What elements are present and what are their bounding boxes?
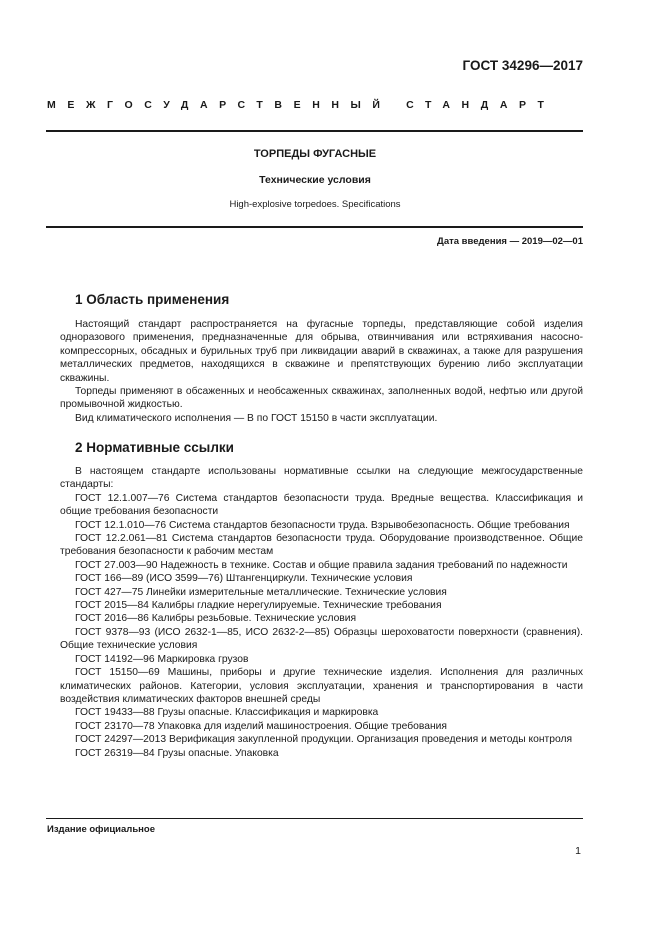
reference-item: ГОСТ 9378—93 (ИСО 2632-1—85, ИСО 2632-2—85) Образцы шероховатости поверхности (сравнения). Общие технические условия bbox=[60, 626, 583, 652]
reference-item: ГОСТ 427—75 Линейки измерительные металлические. Технические условия bbox=[75, 586, 447, 598]
introduction-date: Дата введения — 2019—02—01 bbox=[437, 236, 583, 247]
reference-item: ГОСТ 12.1.010—76 Система стандартов безопасности труда. Взрывобезопасность. Общие требования bbox=[75, 519, 570, 531]
document-subtitle: Технические условия bbox=[259, 174, 371, 186]
document-title-english: High-explosive torpedoes. Specifications bbox=[229, 199, 401, 210]
section-2-paragraph: В настоящем стандарте использованы нормативные ссылки на следующие межгосударственные стандарты: bbox=[60, 466, 583, 491]
interstate-standard-banner: МЕЖГОСУДАРСТВЕННЫЙ СТАНДАРТ bbox=[47, 99, 556, 111]
section-1-body bbox=[60, 318, 583, 425]
gost-code: ГОСТ 34296—2017 bbox=[462, 58, 583, 73]
reference-item: ГОСТ 26319—84 Грузы опасные. Упаковка bbox=[75, 747, 279, 759]
page-number: 1 bbox=[575, 845, 581, 857]
reference-item: ГОСТ 27.003—90 Надежность в технике. Состав и общие правила задания требований по надежности bbox=[75, 559, 568, 571]
reference-item: ГОСТ 15150—69 Машины, приборы и другие технические изделия. Исполнения для различных климатических районов. Категории, условия эксплуатации, хранения и транспортирования в части воздействия климатических факторов внешней среды bbox=[60, 667, 583, 705]
reference-item: ГОСТ 19433—88 Грузы опасные. Классификация и маркировка bbox=[75, 707, 379, 719]
reference-item: ГОСТ 24297—2013 Верификация закупленной продукции. Организация проведения и методы контроля bbox=[75, 734, 573, 746]
reference-item: ГОСТ 12.2.061—81 Система стандартов безопасности труда. Оборудование производственное. Общие требования безопасности к рабочим местам bbox=[60, 533, 583, 558]
document-title: ТОРПЕДЫ ФУГАСНЫЕ bbox=[253, 148, 377, 160]
section-1-paragraph: Вид климатического исполнения — В по ГОСТ 15150 в части эксплуатации. bbox=[75, 412, 438, 424]
section-2-heading: 2 Нормативные ссылки bbox=[75, 440, 234, 455]
reference-item: ГОСТ 2015—84 Калибры гладкие нерегулируемые. Технические требования bbox=[75, 600, 442, 612]
section-1-paragraph: Торпеды применяют в обсаженных и необсаженных скважинах, заполненных водой, нефтью или другой промывочной жидкостью. bbox=[60, 386, 583, 411]
reference-item: ГОСТ 12.1.007—76 Система стандартов безопасности труда. Вредные вещества. Классификация и общие требования безопасности bbox=[60, 492, 583, 518]
section-2-body bbox=[60, 465, 583, 760]
official-edition-label: Издание официальное bbox=[47, 824, 155, 835]
footer-rule bbox=[46, 818, 583, 819]
reference-item: ГОСТ 166—89 (ИСО 3599—76) Штангенциркули. Технические условия bbox=[75, 573, 413, 585]
top-rule bbox=[46, 130, 583, 132]
section-1-heading: 1 Область применения bbox=[75, 292, 230, 307]
reference-item: ГОСТ 23170—78 Упаковка для изделий машиностроения. Общие требования bbox=[75, 720, 447, 732]
section-1-paragraph: Настоящий стандарт распространяется на фугасные торпеды, представляющие собой изделия одноразового применения, предназначенные для обрыва, отвинчивания или встряхивания насосно-компрессорных, обсадных и бурильных труб при ликвидации аварий в скважинах, а также для разрушения металлических предметов, находящихся в скважине и препятствующих бурению либо эксплуатации скважины. bbox=[60, 319, 583, 384]
reference-item: ГОСТ 2016—86 Калибры резьбовые. Технические условия bbox=[75, 613, 357, 625]
reference-item: ГОСТ 14192—96 Маркировка грузов bbox=[75, 653, 249, 665]
title-rule bbox=[46, 226, 583, 228]
